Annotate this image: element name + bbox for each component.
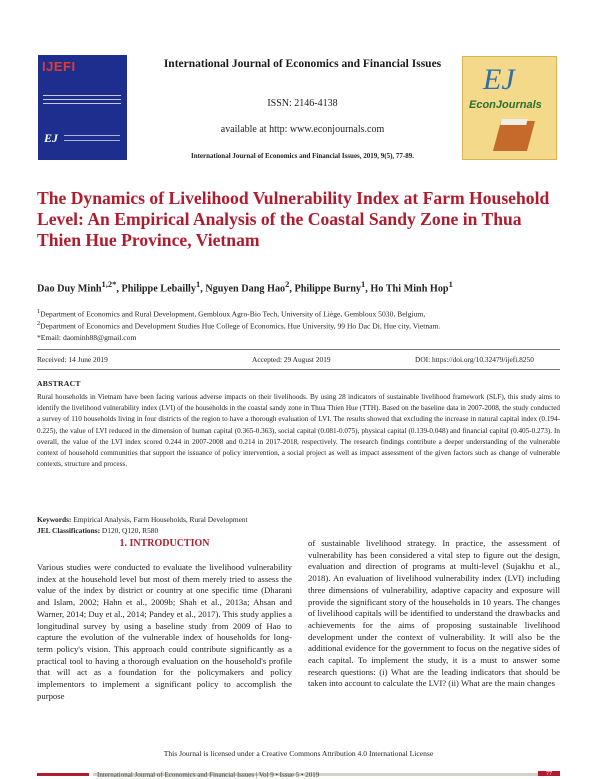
book-pages-icon (500, 119, 528, 125)
page-number: 77 (538, 771, 560, 776)
author-sup: 1 (448, 279, 453, 289)
body-column-left: Various studies were conducted to evaluate the livelihood vulnerability index at the household level but most of them merely tried to assess the value of the index by district or country at one specific time (Dharani and Islam, 2002; Hahn et al., 2009b; Shah et al., 2013a; Ahsan and Warner, 2014; Duy et al., 2014; Pandey et al., 2017). This study applies a longitudinal survey by using a baseline study from 2009 of Hao to capture the evolution of the vulnerable index of households for long-term policy's vision. This approach could contribute significantly as a practical tool to having a thorough evaluation on the household's profile that will act as a foundation for the policymakers and policy implementors to implement a significant policy to accomplish the purpose (37, 562, 292, 701)
author-sup: 1,2* (101, 279, 117, 289)
journal-issn: ISSN: 2146-4138 (267, 98, 338, 109)
keywords (37, 515, 248, 524)
cover-title: IJEFI (42, 59, 76, 74)
doi-link[interactable]: DOI: https://doi.org/10.32479/ijefi.8250 (415, 355, 534, 364)
divider (37, 369, 560, 370)
author-name: Dao Duy Minh (37, 283, 102, 295)
author-name: Philippe Burny (294, 283, 362, 295)
publisher-logo (462, 56, 557, 160)
keywords-text: Empirical Analysis, Farm Households, Rural Development (73, 515, 248, 524)
article-title: The Dynamics of Livelihood Vulnerability Index at Farm Household Level: An Empirical Analysis of the Coastal Sandy Zone in Thua Thien Hue Province, Vietnam (37, 188, 550, 250)
author-sup: 1 (361, 279, 366, 289)
author-name: Ho Thi Minh Hop (370, 283, 449, 295)
cover-text-lines (43, 95, 121, 107)
body-column-right: of sustainable livelihood strategy. In practice, the assessment of vulnerability has been considered a vital step to figure out the design, evaluation and direction of programs at multi-level (Sujakhu et al., 2018). An evaluation of livelihood vulnerability index (LVI) including three dimensions of vulnerability, adaptive capacity and exposure will provide the significant story of the households in 10 years. The changes of livelihood capitals will be identified to understand the drawbacks and achievements for the aims of proposing sustainable livelihood development under the context of vulnerability. It will also be the additional evidence for the government to focus on the negative sides of each capital. To implement the study, it is a must to answer some research questions: (i) What are the leading indicators that should be taken into account to calculate the LVI? (ii) What are the main changes (308, 538, 560, 689)
journal-url[interactable]: available at http: www.econjournals.com (220, 124, 385, 135)
affil-text: Department of Economics and Rural Development, Gembloux Agro-Bio Tech, University of Liège, Gembloux 5030, Belgium, (40, 309, 426, 319)
affiliation-2 (37, 320, 440, 331)
journal-name: International Journal of Economics and Financial Issues (163, 58, 442, 70)
author-sup: 2 (285, 279, 290, 289)
keywords-label: Keywords: (37, 515, 72, 524)
affil-sup: 2 (37, 320, 41, 327)
logo-letters: EJ (483, 63, 515, 96)
citation-line: International Journal of Economics and Financial Issues, 2019, 9(5), 77-89. (190, 152, 415, 160)
divider (37, 349, 560, 350)
affiliation-1 (37, 308, 425, 319)
logo-brand-text: EconJournals (469, 99, 542, 111)
license-note: This Journal is licensed under a Creative Commons Attribution 4.0 International License (163, 749, 434, 758)
author-name: Philippe Lebailly (121, 283, 196, 295)
accepted-date: Accepted: 29 August 2019 (252, 355, 331, 364)
jel-text: D120, Q120, R580 (101, 526, 159, 535)
abstract-heading: ABSTRACT (37, 379, 81, 388)
jel-classifications (37, 526, 158, 535)
book-icon (493, 121, 535, 151)
author-name: Nguyen Dang Hao (205, 283, 286, 295)
section-heading: 1. INTRODUCTION (119, 538, 210, 549)
abstract-text: Rural households in Vietnam have been facing various adverse impacts on their livelihoods. By using 28 indicators of sustainable livelihood framework (SLF), this study aims to identify the livelihood vulnerability index (LVI) of the households in the coastal sandy zone in Thua Thien Hue (TTH). Based on the baseline data in 2007-2008, the study conducted a survey of 110 households living in four districts of the region to have a thorough evaluation of LVI. The results showed that excluding the increase in natural capital index (0.194-0.225), the value of LVI reduced in the dimension of human capital (0.365-0.363), social capital (0.081-0.075), physical capital (0.139-0.048) and financial capital (0.405-0.273). In overall, the value of the LVI index scored 0.244 in 2007-2008 and 0.214 in 2017-2018, respectively. The research findings contribute a deeper understanding of the vulnerable context of household communities that support the issuance of policy intervention, a social project as well as impact assessment of the given factors such as change of vulnerable contexts, structure and process. (37, 393, 560, 469)
author-sup: 1 (195, 279, 201, 289)
affil-text: Department of Economics and Development Studies Hue College of Economics, Hue University, 99 Ho Dac Di, Hue city, Vietnam. (40, 321, 441, 331)
affil-sup: 1 (37, 308, 41, 315)
author-list: Dao Duy Minh$^{1,2*}$, Philippe Lebailly$^1$, Nguyen Dang Hao$^2$, Philippe Burny$^1$, Ho Thi Minh Hop$^1$ (37, 279, 453, 295)
corresponding-email[interactable]: *Email: daominh88@gmail.com (37, 333, 137, 342)
received-date: Received: 14 June 2019 (37, 355, 108, 364)
cover-footer-lines (64, 135, 120, 145)
footer-text: International Journal of Economics and Financial Issues | Vol 9 • Issue 5 • 2019 (97, 771, 320, 779)
jel-label: JEL Classifications: (37, 526, 101, 535)
cover-logo: EJ (44, 131, 59, 145)
journal-cover-image (38, 55, 127, 160)
